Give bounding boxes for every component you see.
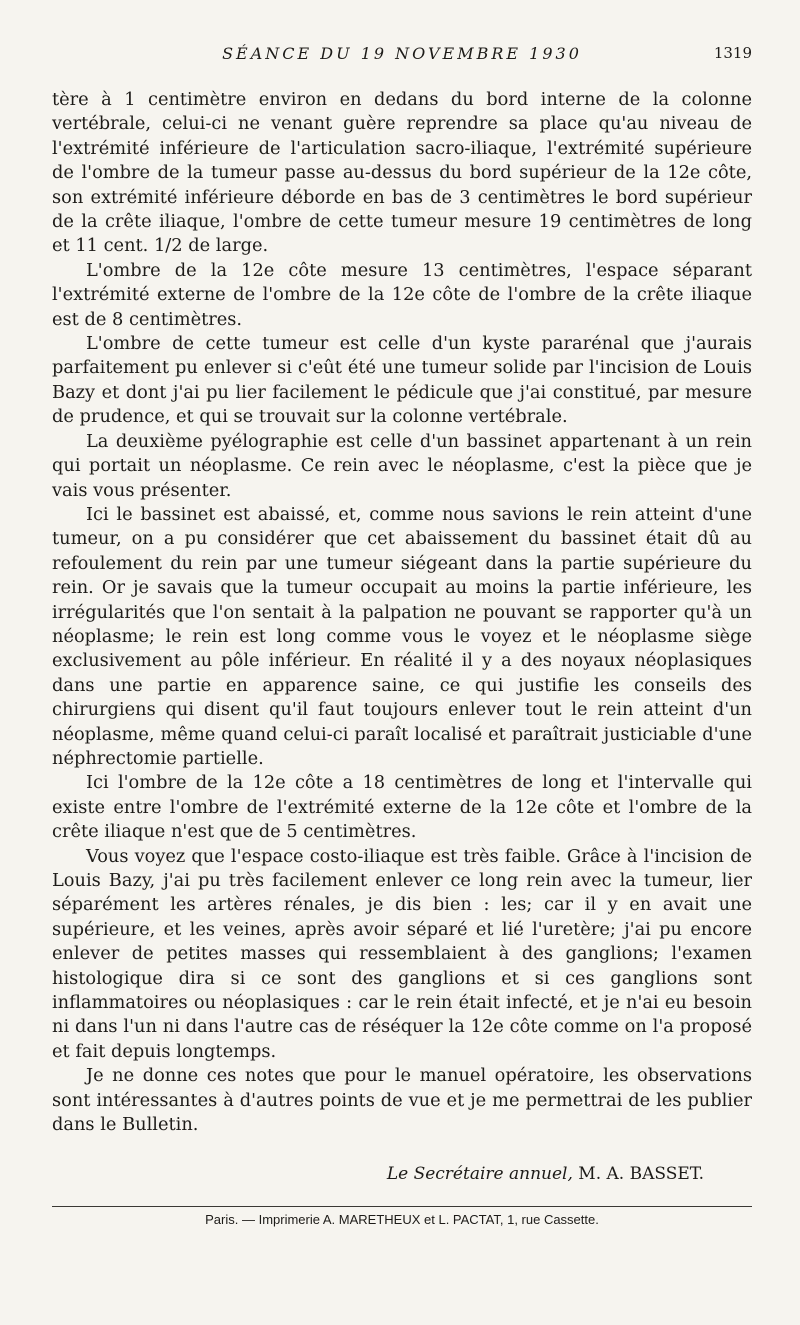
paragraph-1: tère à 1 centimètre environ en dedans du bord interne de la colonne vertébrale, celui-ci ne venant guère reprendre sa place qu'au niveau de l'extrémité inférieure de l'articulation sacro-iliaque, l'extrémité supérieure de l'ombre de la tumeur passe au-dessus du bord supérieur de la 12e côte, son extrémité inférieure déborde en bas de 3 centimètres le bord supérieur de la crête iliaque, l'ombre de cette tumeur mesure 19 centimètres de long et 11 cent. 1/2 de large. — [52, 89, 752, 257]
body-text — [52, 88, 752, 1137]
signature-name: M. A. BASSET. — [578, 1164, 704, 1184]
paragraph-2: L'ombre de la 12e côte mesure 13 centimètres, l'espace séparant l'extrémité externe de l'ombre de la 12e côte de l'ombre de la crête iliaque est de 8 centimètres. — [52, 259, 752, 330]
paragraph-3: L'ombre de cette tumeur est celle d'un kyste pararénal que j'aurais parfaitement pu enlever si c'eût été une tumeur solide par l'incision de Louis Bazy et dont j'ai pu lier facilement le pédicule que j'ai constitué, par mesure de prudence, et qui se trouvait sur la colonne vertébrale. — [52, 333, 752, 428]
paragraph-4: La deuxième pyélographie est celle d'un bassinet appartenant à un rein qui portait un néoplasme. Ce rein avec le néoplasme, c'est la pièce que je vais vous présenter. — [52, 430, 752, 501]
paragraph-7: Vous voyez que l'espace costo-iliaque est très faible. Grâce à l'incision de Louis Bazy, j'ai pu très facilement enlever ce long rein avec la tumeur, lier séparément les artères rénales, je dis bien : les; car il y en avait une supérieure, et les veines, après avoir séparé et lié l'uretère; j'ai pu encore enlever de petites masses qui ressemblaient à des ganglions; l'examen histologique dira si ce sont des ganglions et si ces ganglions sont inflammatoires ou néoplasiques : car le rein était infecté, et je n'ai eu besoin ni dans l'un ni dans l'autre cas de réséquer la 12e côte comme on l'a proposé et fait depuis longtemps. — [52, 845, 752, 1062]
paragraph-6: Ici l'ombre de la 12e côte a 18 centimètres de long et l'intervalle qui existe entre l'ombre de l'extrémité externe de la 12e côte et l'ombre de la crête iliaque n'est que de 5 centimètres. — [52, 772, 752, 843]
printer-imprint: Paris. — Imprimerie A. MARETHEUX et L. PACTAT, 1, rue Cassette. — [205, 1212, 599, 1227]
paragraph-5: Ici le bassinet est abaissé, et, comme nous savions le rein atteint d'une tumeur, on a pu considérer que cet abaissement du bassinet était dû au refoulement du rein par une tumeur siégeant dans la partie supérieure du rein. Or je savais que la tumeur occupait au moins la partie inférieure, les irrégularités que l'on sentait à la palpation ne pouvant se rapporter qu'à un néoplasme; le rein est long comme vous le voyez et le néoplasme siège exclusivement au pôle inférieur. En réalité il y a des noyaux néoplasiques dans une partie en apparence saine, ce qui justifie les conseils des chirurgiens qui disent qu'il faut toujours enlever tout le rein atteint d'un néoplasme, même quand celui-ci paraît localisé et paraîtrait justiciable d'une néphrectomie partielle. — [52, 503, 752, 769]
running-title: SÉANCE DU 19 NOVEMBRE 1930 — [222, 44, 582, 63]
paragraph-8: Je ne donne ces notes que pour le manuel opératoire, les observations sont intéressantes à d'autres points de vue et je me permettrai de les publier dans le Bulletin. — [52, 1065, 752, 1136]
signature — [52, 1164, 704, 1184]
footer-divider — [52, 1206, 752, 1207]
page-number: 1319 — [713, 44, 752, 62]
page-header — [52, 44, 752, 68]
signature-role: Le Secrétaire annuel, — [386, 1164, 573, 1184]
